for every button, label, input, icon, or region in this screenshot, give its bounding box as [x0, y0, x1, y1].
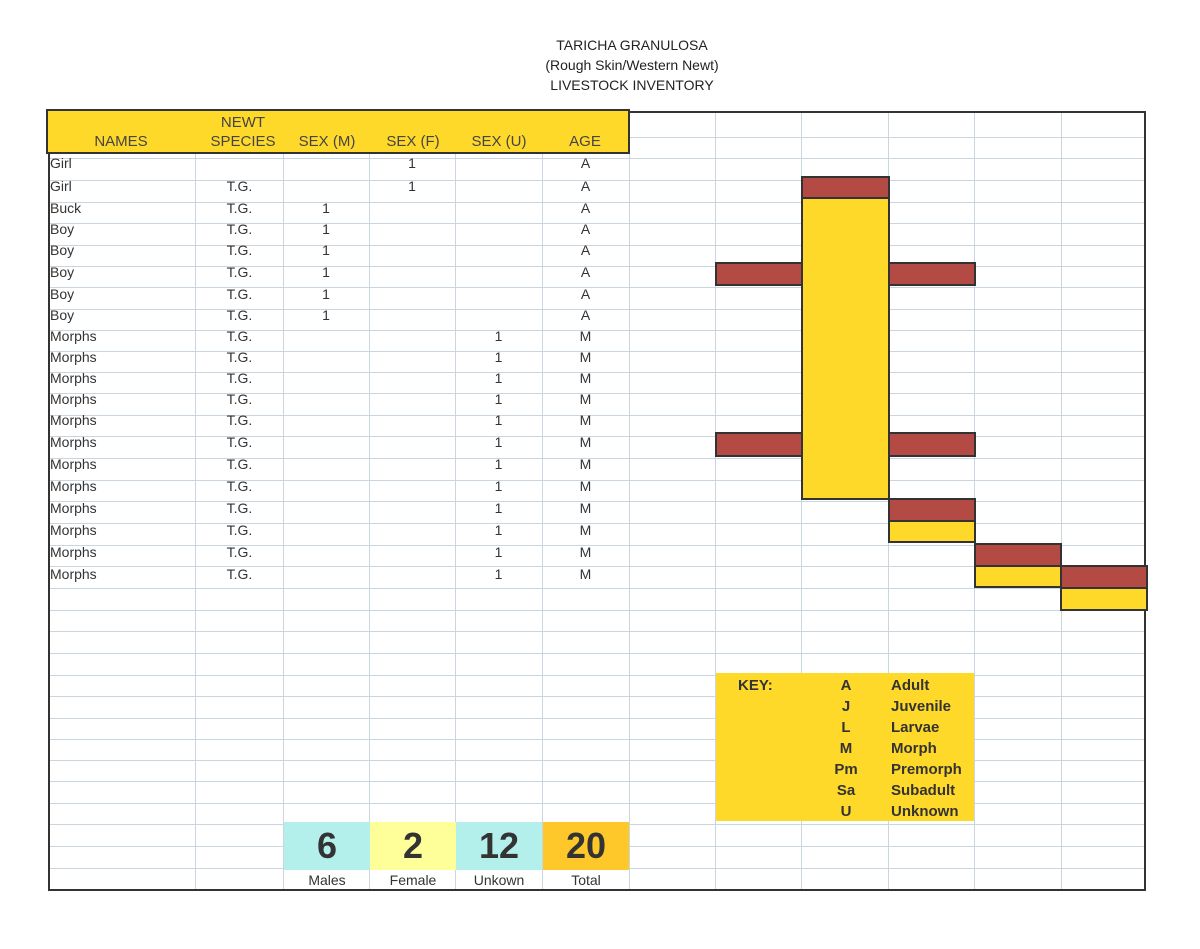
- row-sex-m: 1: [322, 221, 330, 237]
- header-species: SPECIES: [210, 133, 276, 150]
- header-age: AGE: [569, 133, 601, 150]
- header-sex-u: SEX (U): [471, 133, 527, 150]
- row-name: Boy: [50, 307, 75, 323]
- row-sex-f: 1: [408, 155, 416, 171]
- row-species: T.G.: [226, 328, 253, 344]
- row-age: A: [580, 242, 591, 258]
- row-species: T.G.: [226, 221, 253, 237]
- row-name: Boy: [50, 286, 75, 302]
- row-sex-u: 1: [494, 434, 503, 450]
- key-meaning: Juvenile: [891, 698, 952, 715]
- row-age: M: [579, 500, 592, 516]
- chart-step-2-top: [974, 543, 1062, 567]
- row-name: Morphs: [50, 500, 97, 516]
- row-age: M: [579, 478, 592, 494]
- row-species: T.G.: [226, 544, 253, 560]
- chart-right-arm-lower: [888, 432, 976, 457]
- row-name: Morphs: [50, 370, 97, 386]
- row-age: A: [580, 178, 591, 194]
- row-sex-u: 1: [494, 328, 503, 344]
- total-unknown-label: Unkown: [473, 872, 525, 888]
- key-code: U: [840, 803, 852, 820]
- row-age: M: [579, 456, 592, 472]
- row-age: M: [579, 522, 592, 538]
- row-sex-u: 1: [494, 349, 503, 365]
- row-age: M: [579, 391, 592, 407]
- header-sex-f: SEX (F): [386, 133, 440, 150]
- key-meaning: Adult: [891, 677, 930, 694]
- row-age: A: [580, 307, 591, 323]
- row-name: Morphs: [50, 349, 97, 365]
- title-line-1: TARICHA GRANULOSA: [556, 37, 708, 53]
- title-line-3: LIVESTOCK INVENTORY: [550, 77, 714, 93]
- row-sex-m: 1: [322, 264, 330, 280]
- row-species: T.G.: [226, 307, 253, 323]
- total-males-value: 6: [284, 822, 370, 870]
- row-age: M: [579, 544, 592, 560]
- row-name: Morphs: [50, 391, 97, 407]
- key-code: L: [841, 719, 851, 736]
- row-age: M: [579, 412, 592, 428]
- row-sex-u: 1: [494, 566, 503, 582]
- header-species-top: NEWT: [220, 114, 266, 131]
- row-species: T.G.: [226, 456, 253, 472]
- row-age: A: [580, 221, 591, 237]
- row-name: Morphs: [50, 412, 97, 428]
- row-sex-m: 1: [322, 307, 330, 323]
- grid-row-line: [50, 718, 1144, 719]
- table-header: [46, 109, 630, 154]
- row-species: T.G.: [226, 500, 253, 516]
- total-unknown-value: 12: [456, 822, 542, 870]
- row-name: Girl: [50, 178, 72, 194]
- key-code: Pm: [834, 761, 858, 778]
- total-total-label: Total: [571, 872, 601, 888]
- key-code: J: [841, 698, 851, 715]
- title-line-2: (Rough Skin/Western Newt): [545, 57, 719, 73]
- row-species: T.G.: [226, 522, 253, 538]
- row-species: T.G.: [226, 286, 253, 302]
- row-species: T.G.: [226, 478, 253, 494]
- grid-row-line: [50, 739, 1144, 740]
- row-species: T.G.: [226, 566, 253, 582]
- row-species: T.G.: [226, 200, 253, 216]
- row-name: Buck: [50, 200, 82, 216]
- row-name: Boy: [50, 242, 75, 258]
- chart-step-3-top: [1060, 565, 1148, 589]
- key-meaning: Morph: [891, 740, 937, 757]
- row-age: M: [579, 566, 592, 582]
- grid-row-line: [50, 760, 1144, 761]
- row-sex-u: 1: [494, 500, 503, 516]
- chart-step-1-bottom: [888, 520, 976, 543]
- row-species: T.G.: [226, 434, 253, 450]
- row-name: Boy: [50, 221, 75, 237]
- row-sex-u: 1: [494, 370, 503, 386]
- row-age: M: [579, 328, 592, 344]
- row-species: T.G.: [226, 412, 253, 428]
- row-name: Girl: [50, 155, 72, 171]
- row-age: M: [579, 349, 592, 365]
- row-name: Morphs: [50, 456, 97, 472]
- chart-adult-bar: [801, 176, 890, 500]
- row-sex-m: 1: [322, 286, 330, 302]
- row-name: Boy: [50, 264, 75, 280]
- chart-step-2-bottom: [974, 565, 1062, 588]
- grid-row-line: [50, 610, 1144, 611]
- header-names: NAMES: [94, 133, 148, 150]
- grid-row-line: [50, 803, 1144, 804]
- grid-row-line: [50, 675, 1144, 676]
- row-name: Morphs: [50, 522, 97, 538]
- row-age: A: [580, 286, 591, 302]
- row-age: M: [579, 370, 592, 386]
- row-age: M: [579, 434, 592, 450]
- key-code: Sa: [836, 782, 856, 799]
- key-code: A: [840, 677, 852, 694]
- row-name: Morphs: [50, 434, 97, 450]
- row-sex-u: 1: [494, 478, 503, 494]
- chart-step-1-top: [888, 498, 976, 522]
- grid-row-line: [50, 696, 1144, 697]
- row-species: T.G.: [226, 264, 253, 280]
- row-sex-u: 1: [494, 391, 503, 407]
- total-males-label: Males: [308, 872, 346, 888]
- total-total-value: 20: [543, 822, 629, 870]
- key-code: M: [839, 740, 853, 757]
- row-sex-u: 1: [494, 456, 503, 472]
- row-species: T.G.: [226, 178, 253, 194]
- row-name: Morphs: [50, 566, 97, 582]
- row-age: A: [580, 155, 591, 171]
- key-meaning: Subadult: [891, 782, 956, 799]
- chart-right-arm-upper: [888, 262, 976, 286]
- grid-row-line: [50, 653, 1144, 654]
- grid-row-line: [50, 588, 1144, 589]
- row-sex-f: 1: [408, 178, 416, 194]
- row-sex-u: 1: [494, 544, 503, 560]
- row-species: T.G.: [226, 391, 253, 407]
- row-species: T.G.: [226, 242, 253, 258]
- key-meaning: Larvae: [891, 719, 940, 736]
- row-age: A: [580, 264, 591, 280]
- grid-row-line: [50, 631, 1144, 632]
- row-species: T.G.: [226, 349, 253, 365]
- age-key: [716, 673, 974, 821]
- chart-left-arm-lower: [715, 432, 803, 457]
- row-sex-m: 1: [322, 242, 330, 258]
- row-name: Morphs: [50, 478, 97, 494]
- total-female-value: 2: [370, 822, 456, 870]
- total-female-label: Female: [389, 872, 437, 888]
- row-sex-u: 1: [494, 412, 503, 428]
- row-name: Morphs: [50, 328, 97, 344]
- chart-cap-top: [801, 176, 890, 199]
- key-meaning: Unknown: [891, 803, 959, 820]
- chart-left-arm-upper: [715, 262, 803, 286]
- header-sex-m: SEX (M): [298, 133, 356, 150]
- key-label: KEY:: [738, 677, 773, 694]
- row-age: A: [580, 200, 591, 216]
- key-meaning: Premorph: [891, 761, 962, 778]
- grid-row-line: [50, 781, 1144, 782]
- row-sex-u: 1: [494, 522, 503, 538]
- row-sex-m: 1: [322, 200, 330, 216]
- row-name: Morphs: [50, 544, 97, 560]
- row-species: T.G.: [226, 370, 253, 386]
- chart-step-3-bottom: [1060, 587, 1148, 611]
